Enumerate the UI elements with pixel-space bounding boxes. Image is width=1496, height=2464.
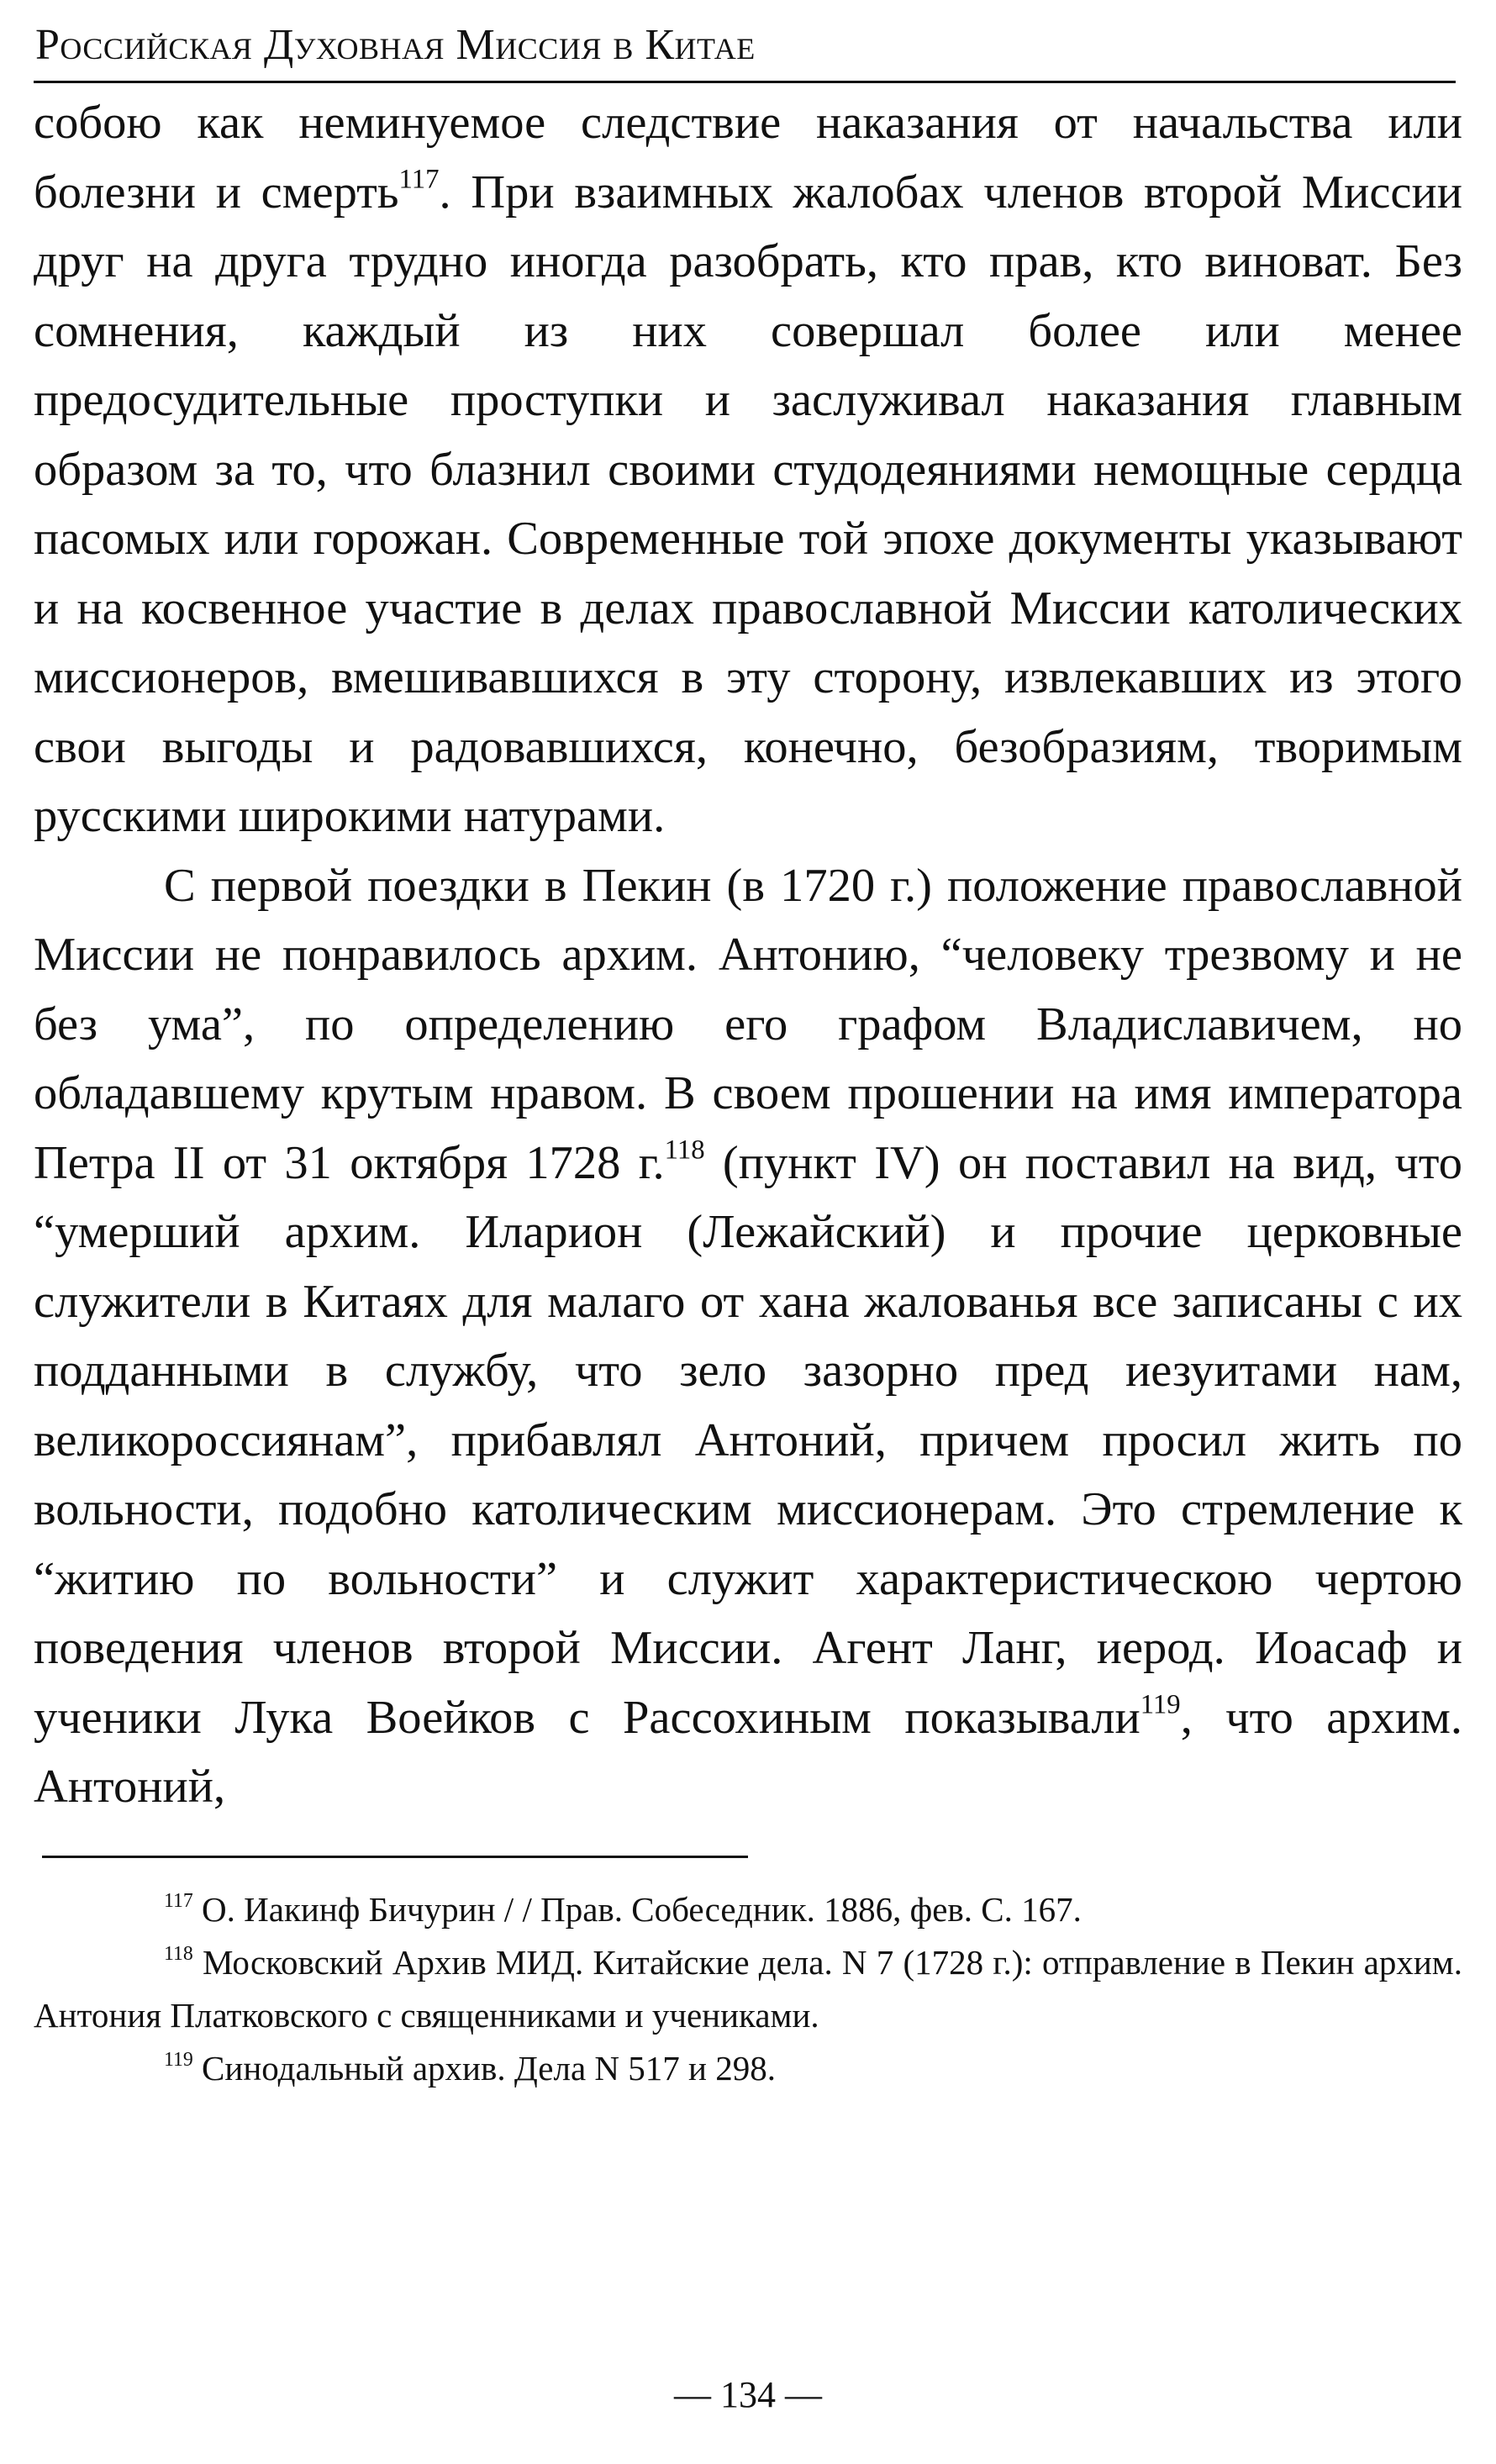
footnote-118 <box>34 1936 1462 2042</box>
footnote-ref-117[interactable]: 117 <box>398 163 440 194</box>
footnote-ref-119[interactable]: 119 <box>1140 1688 1181 1719</box>
footnote-number: 117 <box>164 1889 193 1912</box>
footnote-text: Московский Архив МИД. Китайские дела. N 7 (1728 г.): отправление в Пекин архим. Антония Платковского с священниками и учениками. <box>34 1942 1463 2035</box>
paragraph-2-text-a: С первой поездки в Пекин (в 1720 г.) положение православной Миссии не понравилось архим. Антонию, “человеку трезвому и не без ума”, по определению его графом Владиславичем, но обладавшему крутым нравом. В своем прошении на имя императора Петра II от 31 октября 1728 г. <box>34 859 1462 1189</box>
main-text <box>34 88 1462 1822</box>
paragraph-1-text-a: собою как неминуемое следствие наказания от начальства или болезни и смерть <box>34 97 1462 218</box>
book-page <box>34 18 1462 2447</box>
footnote-ref-118[interactable]: 118 <box>664 1134 705 1165</box>
paragraph-1 <box>34 88 1462 851</box>
footnotes <box>34 1883 1462 2095</box>
paragraph-2 <box>34 851 1462 1822</box>
footnote-number: 118 <box>164 1942 193 1965</box>
header-rule <box>34 81 1456 83</box>
footnote-text: Синодальный архив. Дела N 517 и 298. <box>202 2048 776 2088</box>
footnote-separator <box>42 1856 748 1858</box>
footnote-117 <box>34 1883 1462 1936</box>
paragraph-2-text-c: , что архим. Антоний, <box>34 1691 1462 1813</box>
paragraph-1-text-b: . При взаимных жалобах членов второй Миссии друг на друга трудно иногда разобрать, кто прав, кто виноват. Без сомнения, каждый из них совершал более или менее предосудительные проступки и заслуживал наказания главным образом за то, что блазнил своими студодеяниями немощные сердца пасомых или горожан. Современные той эпохе документы указывают и на косвенное участие в делах православной Миссии католических миссионеров, вмешивавшихся в эту сторону, извлекавших из этого свои выгоды и радовавшихся, конечно, безобразиям, творимым русскими широкими натурами. <box>34 166 1462 842</box>
page-number: — 134 — <box>674 2374 822 2415</box>
running-header <box>34 18 1462 72</box>
footnote-text: О. Иакинф Бичурин / / Прав. Собеседник. 1886, фев. С. 167. <box>202 1889 1082 1929</box>
footnote-number: 119 <box>164 2048 193 2071</box>
paragraph-2-text-b: (пункт IV) он поставил на вид, что “умерший архим. Иларион (Лежайский) и прочие церковные служители в Китаях для малаго от хана жалованья все записаны с их подданными в службу, что зело зазорно пред иезуитами нам, великороссиянам”, прибавлял Антоний, причем просил жить по вольности, подобно католическим миссионерам. Это стремление к “житию по вольности” и служит характеристическою чертою поведения членов второй Миссии. Агент Ланг, иерод. Иоасаф и ученики Лука Воейков с Рассохиным показывали <box>34 1136 1462 1744</box>
running-title: Российская Духовная Миссия в Китае <box>35 21 756 69</box>
footnote-119 <box>34 2042 1462 2095</box>
